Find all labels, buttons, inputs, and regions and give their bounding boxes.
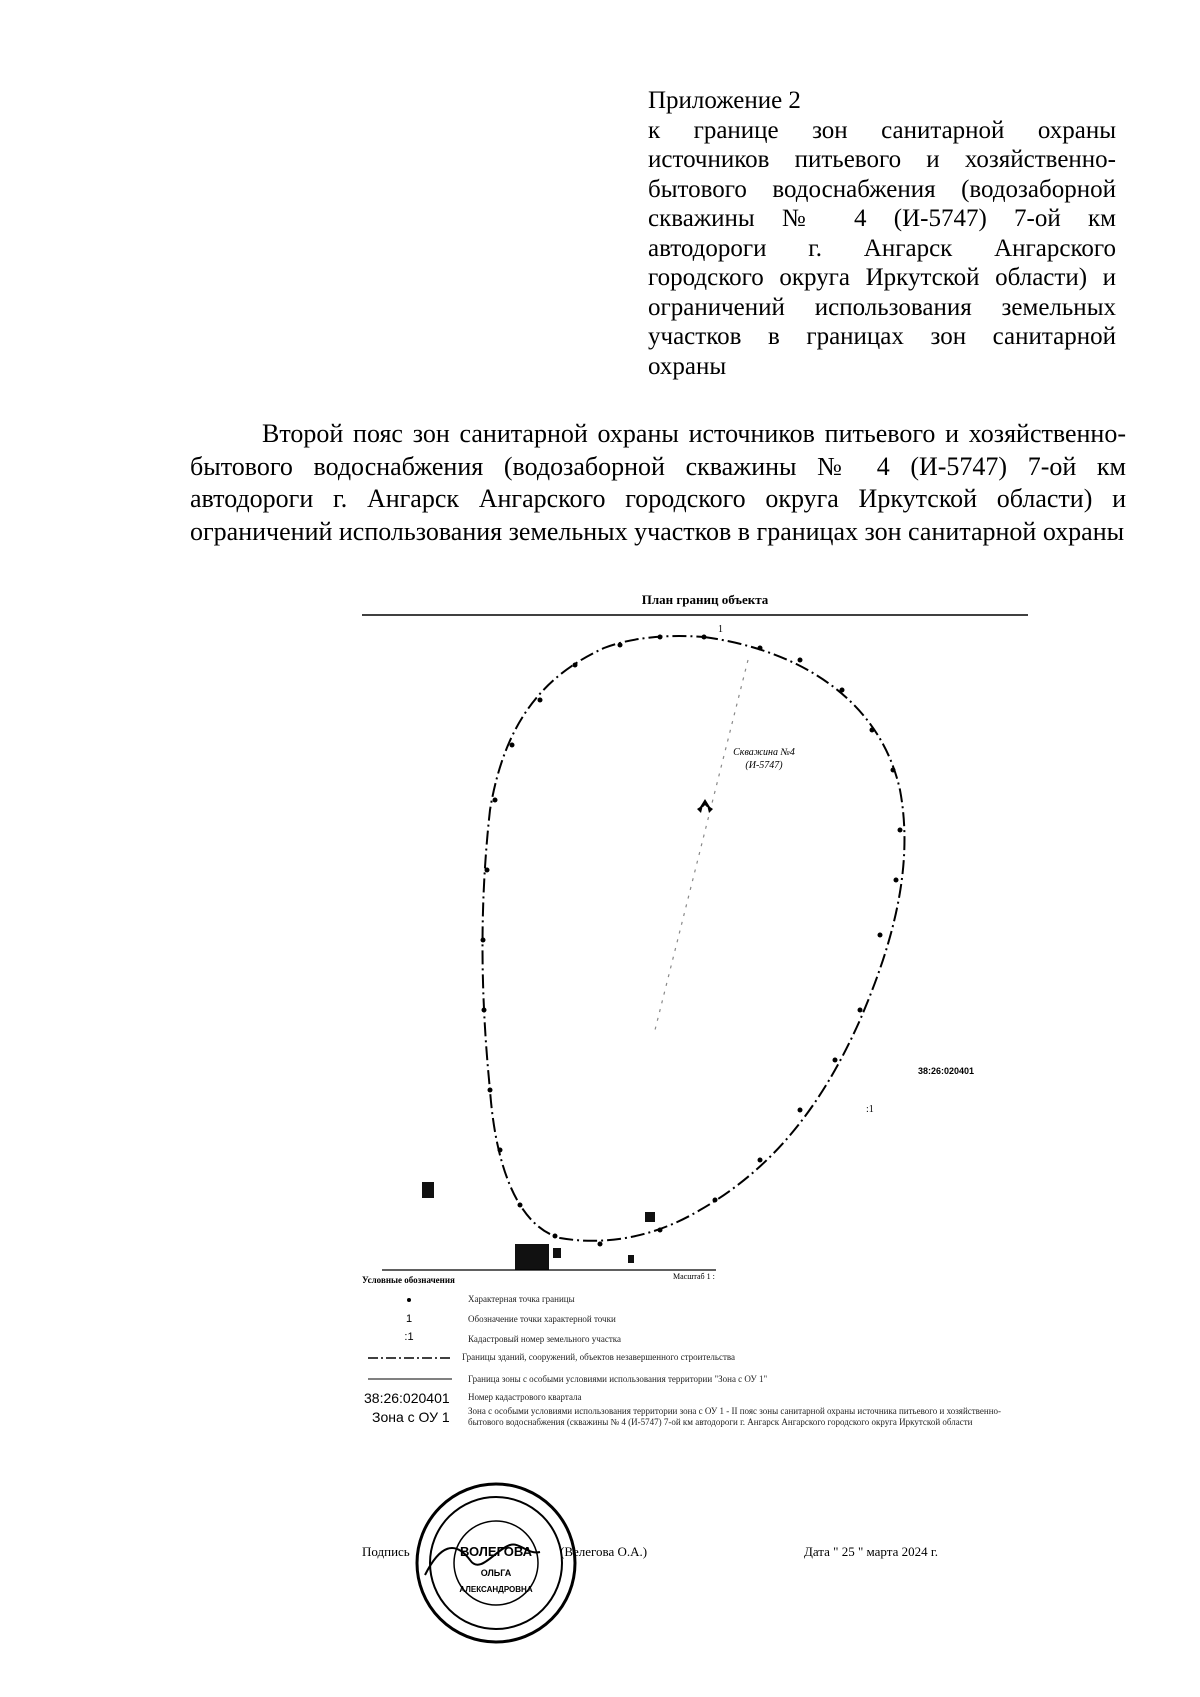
appendix-line: автодороги г. Ангарск Ангарского (648, 234, 1116, 262)
appendix-line: городского округа Иркутской области) и (648, 264, 1116, 291)
svg-text:АЛЕКСАНДРОВНА: АЛЕКСАНДРОВНА (459, 1585, 533, 1594)
legend-item-text: Кадастровый номер земельного участка (468, 1334, 621, 1344)
legend-zone-code: Зона с ОУ 1 (372, 1409, 450, 1425)
well-label-name: Скважина №4 (733, 747, 795, 758)
signature-date: Дата " 25 " марта 2024 г. (804, 1544, 938, 1559)
appendix-line: ограничений использования земельных (648, 293, 1116, 321)
parcel-mark: :1 (866, 1104, 874, 1115)
cadastral-quarter-label: 38:26:020401 (918, 1066, 975, 1076)
well-label-code: (И-5747) (745, 760, 783, 771)
legend-item-text: Зона с особыми условиями использования территории зона с ОУ 1 - II пояс зоны санитарной охраны источника питьевого и хозяйственно-бытового водоснабжения (скважины № 4 (И-5747) 7-ой км автодороги г. Ангарск Ангарского городского округа Иркутской области (468, 1406, 1002, 1427)
legend-item-text: Граница зоны с особыми условиями использования территории "Зона с ОУ 1" (468, 1374, 768, 1384)
appendix-line: Приложение 2 (648, 87, 801, 114)
plan-heading: План границ объекта (641, 592, 769, 607)
legend-parcel-symbol: :1 (404, 1331, 414, 1343)
legend-quarter-code: 38:26:020401 (364, 1390, 450, 1406)
legend-item-text: Характерная точка границы (468, 1294, 575, 1304)
legend-item-text: Границы зданий, сооружений, объектов незавершенного строительства (462, 1352, 736, 1362)
appendix-line: участков в границах зон санитарной (648, 323, 1116, 350)
legend-number-symbol: 1 (405, 1313, 413, 1325)
appendix-line: охраны (648, 352, 727, 380)
svg-text:ОЛЬГА: ОЛЬГА (480, 1568, 512, 1578)
legend-item-text: Обозначение точки характерной точки (468, 1314, 616, 1324)
appendix-line: бытового водоснабжения (водозаборной (648, 175, 1116, 203)
legend-item-text: Номер кадастрового квартала (468, 1392, 582, 1402)
appendix-line: источников питьевого и хозяйственно- (648, 146, 1116, 173)
signer-name: (Велегова О.А.) (560, 1544, 648, 1559)
document-title: Второй пояс зон санитарной охраны источников питьевого и хозяйственно-бытового водоснабжения (водозаборной скважины № 4 (И-5747) 7-ой км автодороги г. Ангарск Ангарского городского округа Иркутской области) и ограничений использования земельных участков в границах зон санитарной охраны (190, 419, 1126, 546)
appendix-line: к границе зон санитарной охраны (648, 116, 1116, 144)
svg-text:ВОЛЕГОВА: ВОЛЕГОВА (459, 1544, 533, 1559)
scale-label: Масштаб 1 : (673, 1272, 715, 1281)
point-number-1: 1 (718, 624, 723, 635)
legend-heading: Условные обозначения (362, 1275, 455, 1285)
appendix-line: скважины № 4 (И-5747) 7-ой км (648, 205, 1116, 232)
signature-label: Подпись (362, 1544, 410, 1559)
